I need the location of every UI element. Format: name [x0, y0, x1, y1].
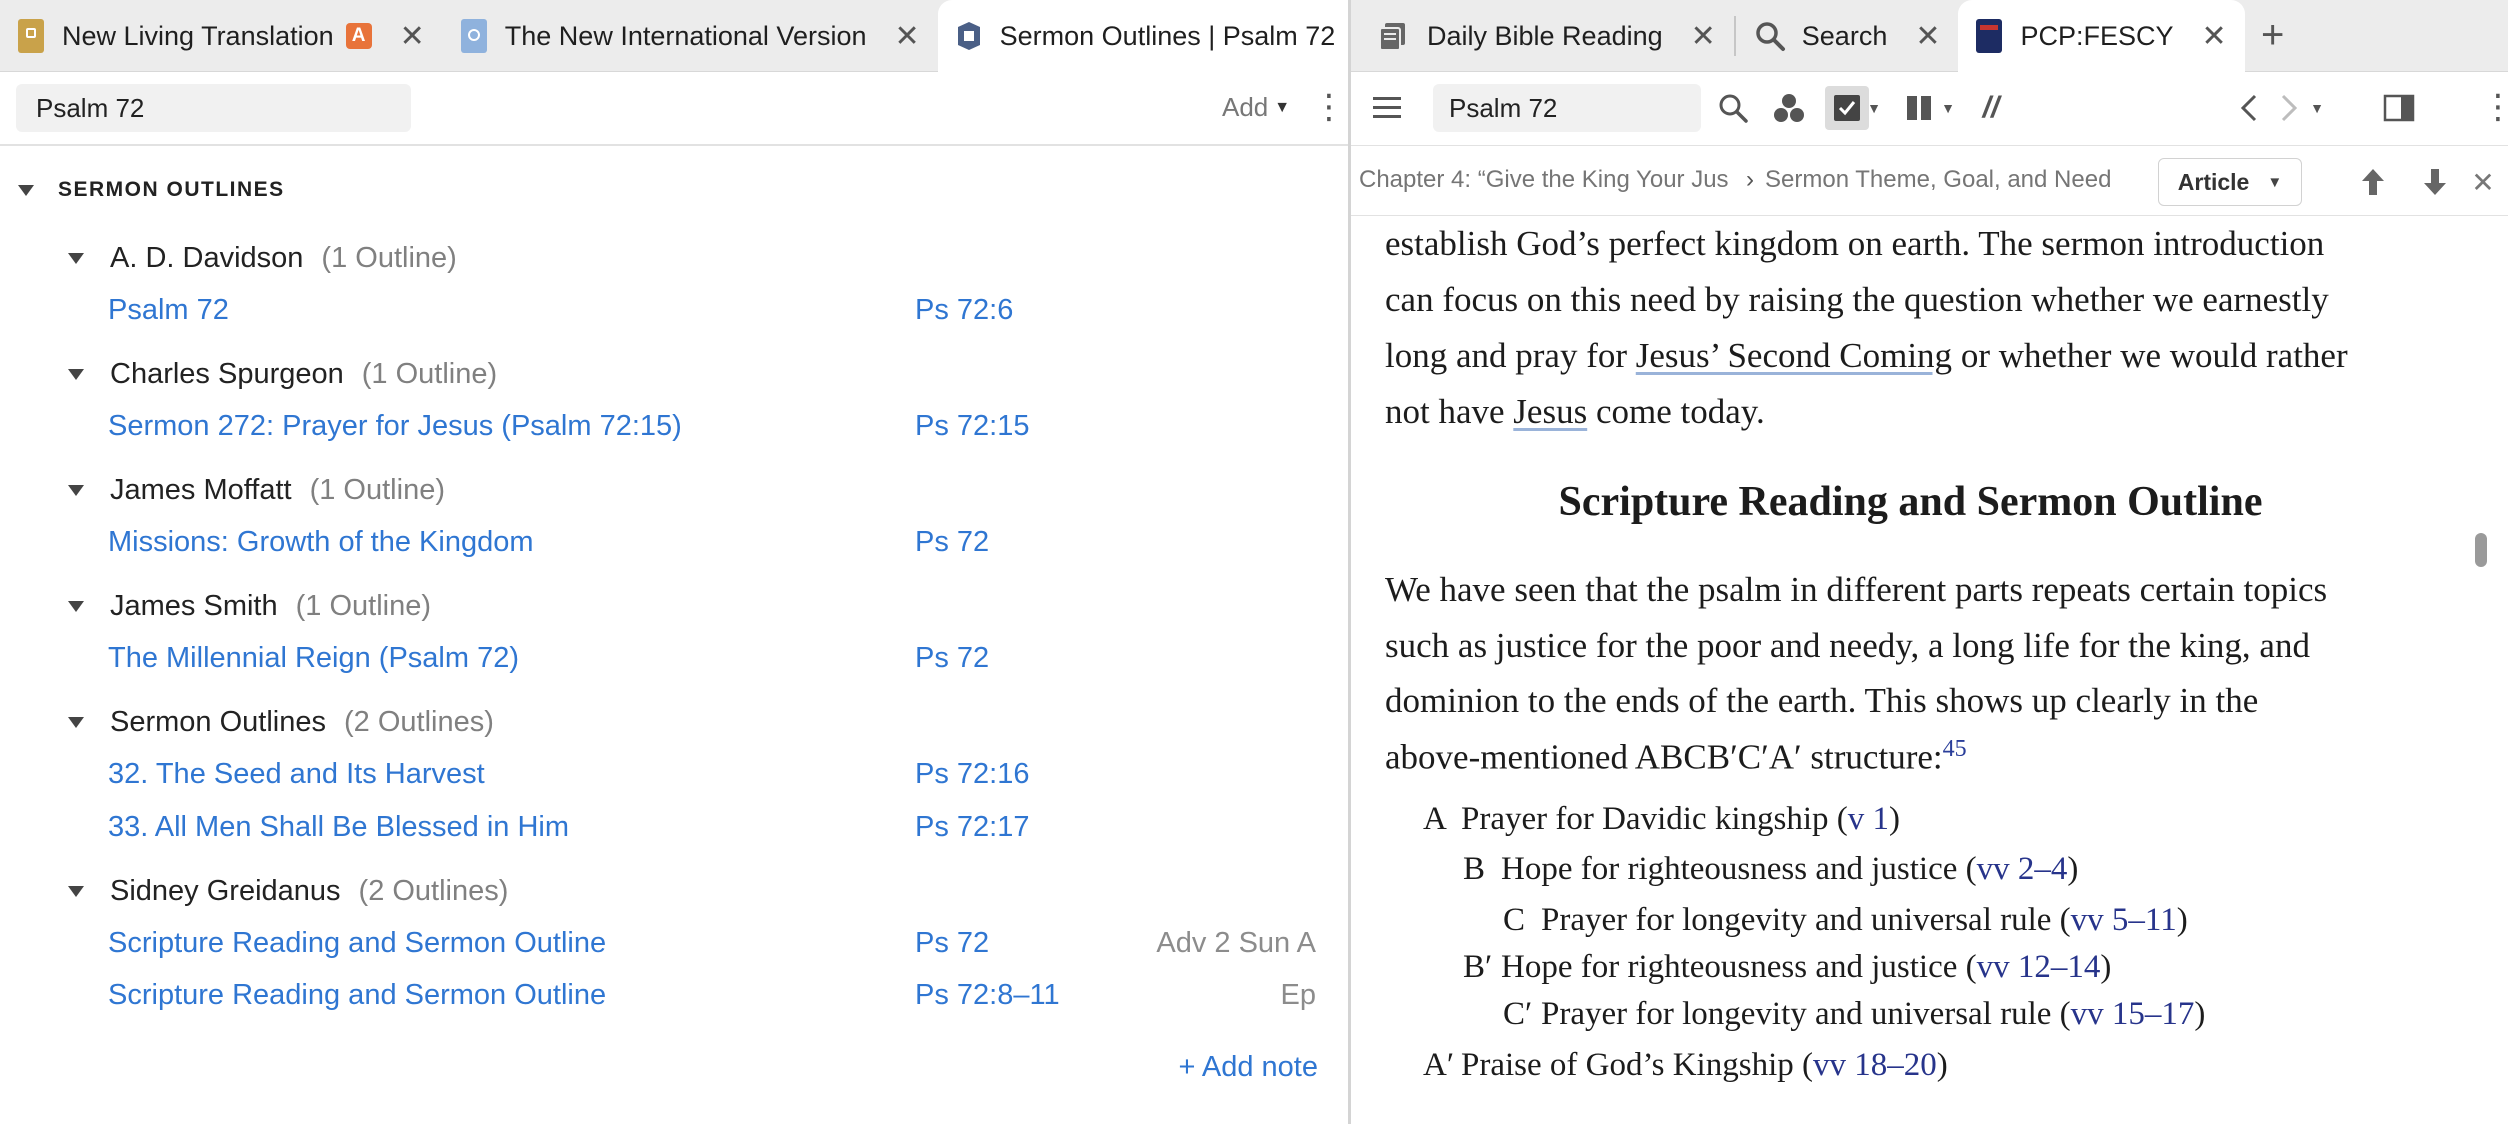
right-tab-bar: [1351, 0, 2508, 72]
structure-line: B Hope for righteousness and justice (vv 2–4): [1463, 851, 2079, 887]
view-mode-dropdown[interactable]: [2158, 158, 2302, 206]
paragraph-line: can focus on this need by raising the question whether we earnestly: [1385, 280, 2329, 319]
back-arrow-icon[interactable]: [2227, 86, 2271, 130]
outline-count: (2 Outlines): [358, 875, 509, 907]
collapse-triangle-icon[interactable]: [18, 185, 34, 196]
tab-label: Search: [1801, 20, 1888, 51]
outline-count: (2 Outlines): [344, 706, 494, 738]
close-icon[interactable]: ✕: [2201, 19, 2227, 53]
verse-reference-link[interactable]: v 1: [1847, 801, 1889, 837]
paragraph-line: dominion to the ends of the earth. This shows up clearly in the: [1385, 681, 2259, 720]
verse-reference-link[interactable]: vv 5–11: [2070, 902, 2177, 938]
paragraph-line: We have seen that the psalm in different parts repeats certain topics: [1385, 570, 2328, 609]
left-toolbar: [0, 72, 1348, 146]
liturgical-note: Adv 2 Sun A: [1156, 927, 1316, 959]
chevron-right-icon: ›: [1746, 166, 1754, 193]
collapse-triangle-icon[interactable]: [68, 369, 84, 380]
structure-line: C Prayer for longevity and universal rule (vv 5–11): [1503, 902, 2188, 938]
breadcrumb-section[interactable]: Sermon Theme, Goal, and Need: [1765, 166, 2112, 193]
copy-icon: [1377, 21, 1409, 51]
hamburger-menu-icon[interactable]: [1365, 86, 1409, 130]
verse-reference-link[interactable]: Ps 72:17: [915, 811, 1030, 843]
close-icon[interactable]: ✕: [1915, 19, 1941, 53]
verse-reference-link[interactable]: Ps 72:16: [915, 758, 1030, 790]
author-group-header[interactable]: [0, 875, 508, 908]
outline-link[interactable]: Missions: Growth of the Kingdom: [108, 526, 534, 558]
search-icon: [1754, 20, 1786, 52]
author-name: James Smith: [110, 590, 278, 622]
search-icon[interactable]: [1711, 86, 1755, 130]
tab-pcp-fescy[interactable]: [1958, 0, 2244, 72]
author-group-header[interactable]: [0, 474, 445, 507]
outline-link[interactable]: Scripture Reading and Sermon Outline: [108, 927, 607, 959]
author-group-header[interactable]: [0, 706, 494, 739]
more-options-icon[interactable]: ⋮: [2481, 88, 2515, 126]
verse-reference-link[interactable]: vv 15–17: [2070, 996, 2195, 1032]
tab-new-international-version[interactable]: [443, 0, 938, 72]
more-options-icon[interactable]: ⋮: [1312, 88, 1346, 126]
outline-row: [0, 526, 1348, 570]
close-icon[interactable]: ✕: [399, 19, 425, 53]
collapse-triangle-icon[interactable]: [68, 717, 84, 728]
footnote-marker[interactable]: 45: [1942, 736, 1967, 762]
book-icon: [1976, 19, 2002, 53]
author-name: James Moffatt: [110, 474, 292, 506]
collapse-triangle-icon[interactable]: [68, 253, 84, 264]
arrow-up-icon[interactable]: [2351, 160, 2395, 204]
outline-count: (1 Outline): [309, 474, 445, 506]
scrollbar-thumb[interactable]: [2475, 533, 2487, 567]
left-tab-bar: [0, 0, 1348, 72]
arrow-down-icon[interactable]: [2413, 160, 2457, 204]
author-group-header[interactable]: [0, 358, 497, 391]
tab-label: New Living Translation: [62, 20, 334, 51]
linked-term[interactable]: Jesus’ Second Coming: [1635, 336, 1953, 375]
add-note-link[interactable]: + Add note: [1178, 1051, 1318, 1083]
tab-sermon-outlines[interactable]: [938, 0, 1407, 72]
audio-badge: A: [346, 23, 372, 49]
author-name: Charles Spurgeon: [110, 358, 344, 390]
paragraph-line: long and pray for Jesus’ Second Coming or whether we would rather: [1385, 336, 2348, 375]
outline-count: (1 Outline): [361, 358, 498, 390]
section-title: SERMON OUTLINES: [58, 178, 285, 201]
author-name: Sermon Outlines: [110, 706, 326, 738]
paragraph-line: such as justice for the poor and needy, a long life for the king, and: [1385, 626, 2310, 665]
liturgical-note: Ep: [1280, 979, 1316, 1011]
paragraph-line: not have Jesus come today.: [1385, 392, 1765, 431]
collapse-triangle-icon[interactable]: [68, 886, 84, 897]
book-icon: [18, 19, 44, 53]
verse-reference-link[interactable]: vv 2–4: [1976, 851, 2068, 887]
structure-line: C′ Prayer for longevity and universal rule (vv 15–17): [1503, 996, 2206, 1032]
visual-filter-icon[interactable]: [1767, 86, 1811, 130]
view-mode-label: Article: [2177, 168, 2250, 195]
chevron-down-icon: ▼: [2267, 173, 2283, 191]
author-name: Sidney Greidanus: [110, 875, 341, 907]
outline-link[interactable]: Scripture Reading and Sermon Outline: [108, 979, 607, 1011]
verse-reference-link[interactable]: Ps 72:8–11: [915, 979, 1060, 1011]
verse-reference-link[interactable]: Ps 72: [915, 927, 990, 959]
sermon-outlines-panel: [0, 148, 1348, 1124]
verse-reference-link[interactable]: Ps 72: [915, 642, 990, 674]
outline-row: [0, 927, 1348, 971]
close-icon[interactable]: ✕: [1690, 19, 1716, 53]
add-button[interactable]: [1222, 92, 1290, 123]
outline-link[interactable]: Psalm 72: [108, 294, 229, 326]
verse-reference-link[interactable]: vv 12–14: [1976, 949, 2101, 985]
tab-search[interactable]: [1736, 0, 1959, 72]
breadcrumb-chapter[interactable]: Chapter 4: “Give the King Your Jus: [1359, 166, 1729, 193]
chevron-down-icon: ▼: [1274, 98, 1291, 116]
outline-count: (1 Outline): [295, 590, 431, 622]
chevron-down-icon[interactable]: ▼: [1867, 100, 1881, 116]
author-group-header[interactable]: [0, 242, 457, 275]
verse-reference-link[interactable]: Ps 72: [915, 526, 990, 558]
add-label: Add: [1222, 92, 1269, 122]
document-icon: [956, 21, 982, 51]
chevron-down-icon[interactable]: ▼: [1941, 100, 1955, 116]
outline-row: [0, 410, 1348, 454]
outline-link[interactable]: 33. All Men Shall Be Blessed in Him: [108, 811, 569, 843]
history-dropdown-icon[interactable]: ▼: [2310, 100, 2324, 116]
tab-label: Sermon Outlines | Psalm 72: [999, 20, 1336, 51]
tab-label: PCP:FESCY: [2020, 20, 2174, 51]
panel-layout-icon[interactable]: [2377, 86, 2421, 130]
outline-row: [0, 811, 1348, 855]
outline-row: [0, 979, 1348, 1023]
add-tab-button[interactable]: +: [2260, 13, 2285, 57]
structure-line: B′ Hope for righteousness and justice (vv 12–14): [1463, 949, 2112, 985]
linked-term[interactable]: Jesus: [1513, 392, 1588, 431]
collapse-triangle-icon[interactable]: [68, 485, 84, 496]
tab-label: The New International Version: [504, 20, 867, 51]
columns-icon[interactable]: [1897, 86, 1941, 130]
tab-label: Daily Bible Reading: [1427, 20, 1663, 51]
verse-reference-link[interactable]: Ps 72:15: [915, 410, 1030, 442]
structure-line: A Prayer for Davidic kingship (v 1): [1423, 801, 1900, 837]
paragraph-line: above-mentioned ABCB′C′A′ structure:$^{45}$: [1385, 736, 1967, 777]
paragraph-line: establish God’s perfect kingdom on earth. The sermon introduction: [1385, 224, 2325, 263]
reference-input[interactable]: [16, 84, 411, 132]
close-icon[interactable]: ✕: [894, 19, 920, 53]
outline-link[interactable]: 32. The Seed and Its Harvest: [108, 758, 485, 790]
reference-input[interactable]: [1433, 84, 1701, 132]
breadcrumb: [1351, 146, 2508, 216]
outline-count: (1 Outline): [321, 242, 457, 274]
structure-line: A′ Praise of God’s Kingship (vv 18–20): [1423, 1047, 1948, 1083]
section-header[interactable]: [0, 178, 285, 202]
book-icon: [461, 19, 487, 53]
right-toolbar: [1351, 72, 2515, 146]
collapse-triangle-icon[interactable]: [68, 601, 84, 612]
tab-new-living-translation[interactable]: [0, 0, 443, 72]
outline-row: [0, 642, 1348, 686]
close-icon[interactable]: ✕: [2471, 166, 2495, 198]
outline-row: [0, 758, 1348, 802]
article-content: [1351, 216, 2478, 1124]
author-group-header[interactable]: [0, 590, 431, 623]
author-name: A. D. Davidson: [110, 242, 304, 274]
outline-link[interactable]: Sermon 272: Prayer for Jesus (Psalm 72:15): [108, 410, 682, 442]
parallel-resources-icon[interactable]: //: [1982, 91, 2000, 124]
verse-reference-link[interactable]: vv 18–20: [1812, 1047, 1937, 1083]
outline-link[interactable]: The Millennial Reign (Psalm 72): [108, 642, 519, 674]
tab-daily-bible-reading[interactable]: [1351, 0, 1734, 72]
verse-reference-link[interactable]: Ps 72:6: [915, 294, 1014, 326]
outline-row: [0, 294, 1348, 338]
section-heading: Scripture Reading and Sermon Outline: [1558, 479, 2263, 525]
